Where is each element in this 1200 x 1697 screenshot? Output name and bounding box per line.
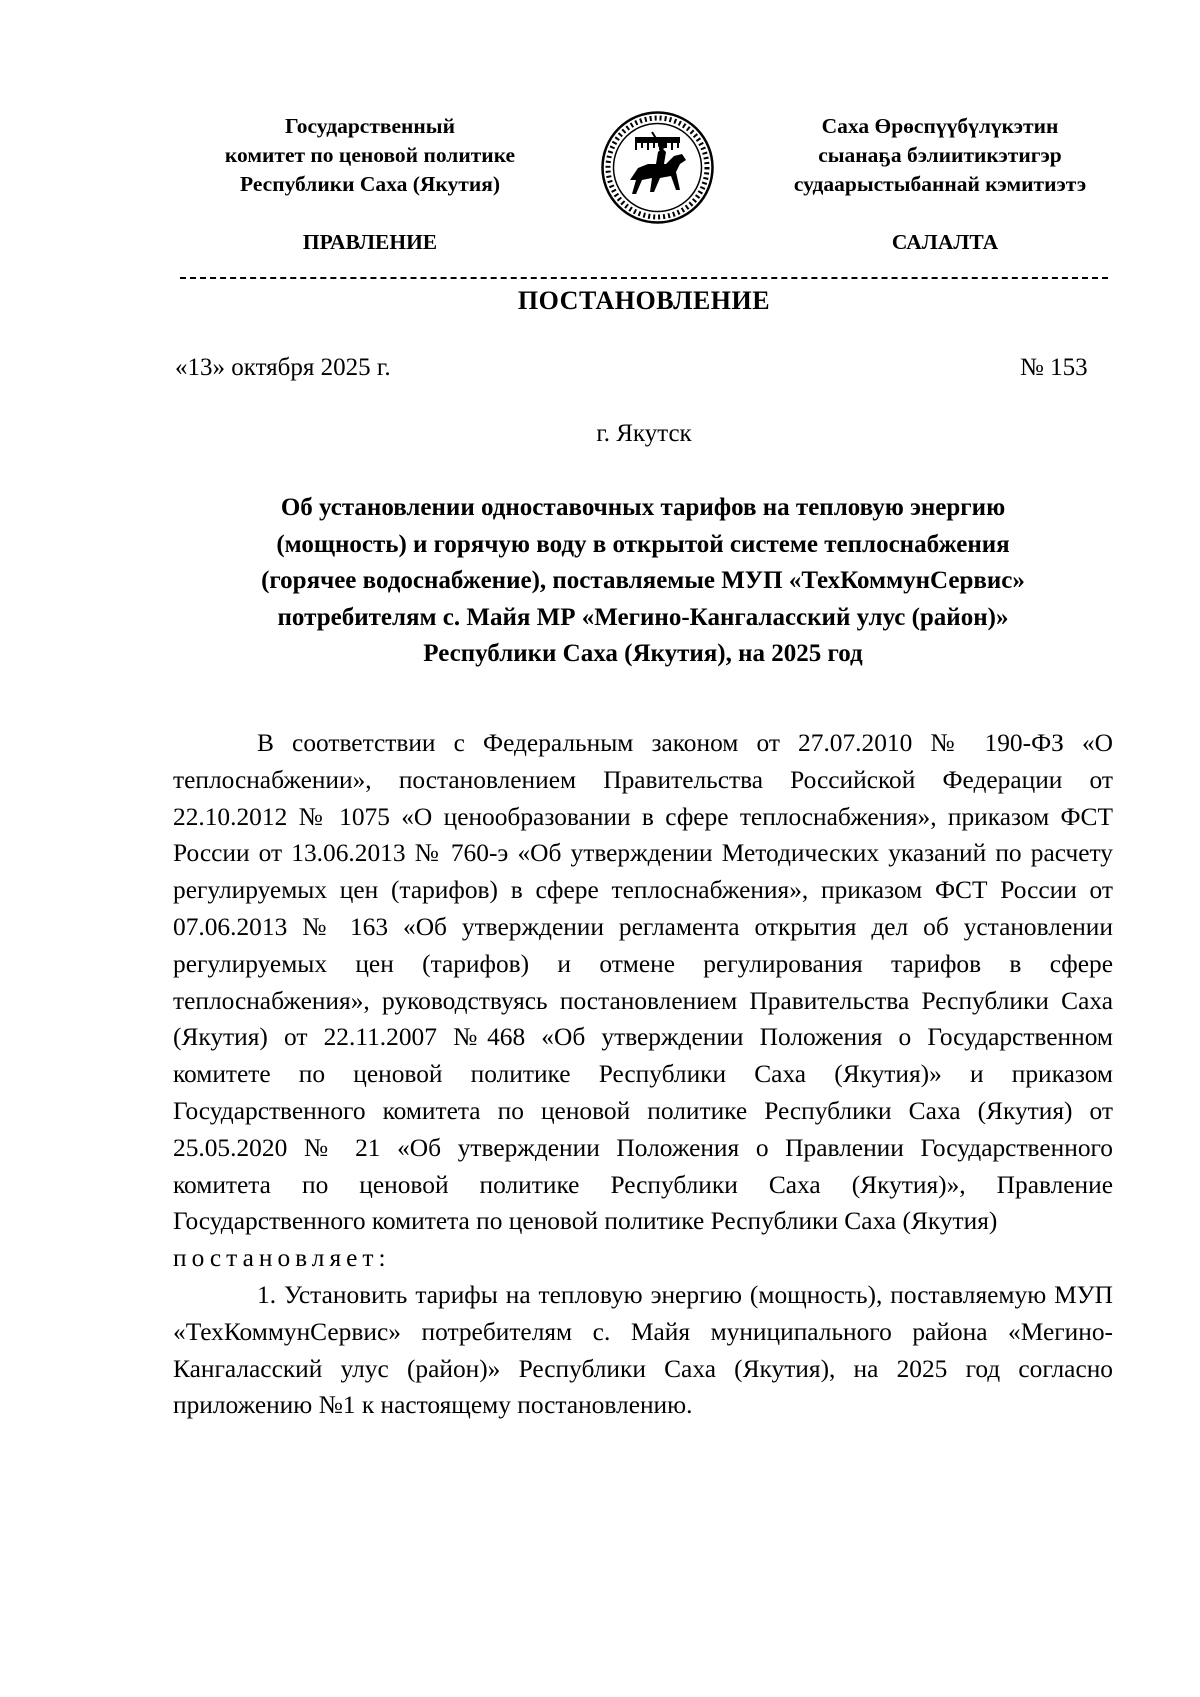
coat-of-arms-emblem-icon [600, 110, 715, 225]
document-date: «13» октября 2025 г. [175, 354, 391, 381]
item-1-paragraph: 1. Установить тарифы на тепловую энергию (мощность), поставляемую МУП «ТехКоммунСервис» потребителям с. Майя муниципального района «Мегино-Кангаласский улус (район)» Республики Саха (Якутия), на 2025 год согласно приложению №1 к настоящему постановлению. [173, 1280, 1113, 1420]
committee-name-yakut [740, 112, 1140, 199]
document-type-title: ПОСТАНОВЛЕНИЕ [517, 286, 771, 315]
subject-line-2: (мощность) и горячую воду в открытой системе теплоснабжения [276, 530, 1010, 558]
document-number: № 153 [1020, 354, 1088, 381]
subject-line-5: Республики Саха (Якутия), на 2025 год [423, 640, 863, 668]
committee-name-sah-line-2: сыанаҕа бэлиитикэтигэр [818, 143, 1062, 167]
committee-name-ru-line-2: комитет по ценовой политике [224, 143, 516, 167]
subject-line-4: потребителям с. Майя МР «Мегино-Кангаласский улус (район)» [277, 603, 1009, 631]
board-label-yakut: САЛАЛТА [891, 230, 999, 254]
committee-name-russian [175, 112, 565, 199]
document-subject-heading [175, 490, 1111, 673]
committee-name-ru-line-1: Государственный [285, 114, 455, 138]
committee-name-sah-line-3: судаарыстыбаннай кэмитиэтэ [793, 172, 1087, 196]
board-label-russian: ПРАВЛЕНИЕ [302, 230, 438, 254]
preamble-paragraph [173, 725, 1113, 1277]
committee-name-ru-line-3: Республики Саха (Якутия) [240, 172, 500, 196]
committee-name-sah-line-1: Саха Өрөспүүбүлүкэтин [821, 114, 1059, 138]
dashed-separator [180, 277, 1108, 279]
subject-line-1: Об установлении одноставочных тарифов на тепловую энергию [280, 494, 1006, 521]
subject-line-3: (горячее водоснабжение), поставляемые МУП «ТехКоммунСервис» [261, 567, 1025, 595]
document-city: г. Якутск [596, 420, 692, 447]
preamble-text: В соответствии с Федеральным законом от 27.07.2010 № 190-ФЗ «О теплоснабжении», постановлением Правительства Российской Федерации от 22.10.2012 № 1075 «О ценообразовании в сфере теплоснабжения», приказом ФСТ России от 13.06.2013 № 760-э «Об утверждении Методических указаний по расчету регулируемых цен (тарифов) в сфере теплоснабжения», приказом ФСТ России от 07.06.2013 № 163 «Об утверждении регламента открытия дел об установлении регулируемых цен (тарифов) и отмене регулирования тарифов в сфере теплоснабжения», руководствуясь постановлением Правительства Республики Саха (Якутия) от 22.11.2007 №468 «Об утверждении Положения о Государственном комитете по ценовой политике Республики Саха (Якутия)» и приказом Государственного комитета по ценовой политике Республики Саха (Якутия) от 25.05.2020 № 21 «Об утверждении Положения о Правлении Государственного комитета по ценовой политике Республики Саха (Якутия)», Правление Государственного комитета по ценовой политике Республики Саха (Якутия) [173, 729, 1113, 1236]
document-body [173, 725, 1113, 1424]
resolves-word: постановляет: [173, 1244, 391, 1273]
